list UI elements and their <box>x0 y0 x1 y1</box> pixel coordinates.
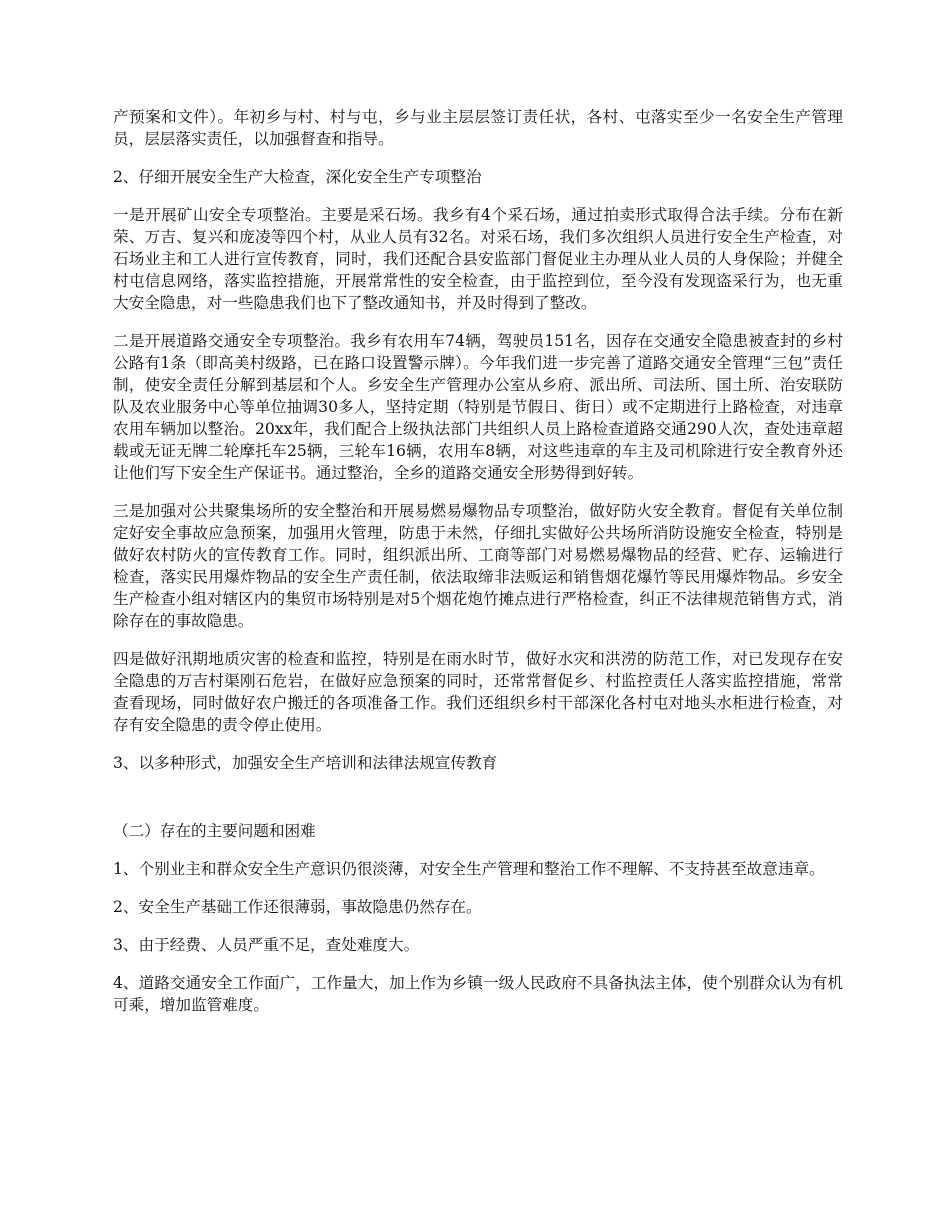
paragraph-road-traffic-rectification: 二是开展道路交通安全专项整治。我乡有农用车74辆，驾驶员151名，因存在交通安全隐患被查封的乡村公路有1条（即高美村级路，已在路口设置警示牌）。今年我们进一步完善了道路交通安全管理“三包”责任制，使安全责任分解到基层和个人。乡安全生产管理办公室从乡府、派出所、司法所、国土所、治安联防队及农业服务中心等单位抽调30多人，坚持定期（特别是节假日、街日）或不定期进行上路检查，对违章农用车辆加以整治。20xx年，我们配合上级执法部门共组织人员上路检查道路交通290人次，查处违章超载或无证无牌二轮摩托车25辆，三轮车16辆，农用车8辆，对这些违章的车主及司机除进行安全教育外还让他们写下安全生产保证书。通过整治，全乡的道路交通安全形势得到好转。 <box>113 332 843 482</box>
problem-item-1: 1、个别业主和群众安全生产意识仍很淡薄，对安全生产管理和整治工作不理解、不支持甚至故意违章。 <box>113 860 825 878</box>
heading-safety-inspection: 2、仔细开展安全生产大检查，深化安全生产专项整治 <box>113 168 482 186</box>
problem-item-2: 2、安全生产基础工作还很薄弱，事故隐患仍然存在。 <box>113 898 482 916</box>
paragraph-flood-geology: 四是做好汛期地质灾害的检查和监控，特别是在雨水时节，做好水灾和洪涝的防范工作，对已发现存在安全隐患的万吉村渠刚石危岩，在做好应急预案的同时，还常常督促乡、村监控责任人落实监控措施，常常查看现场，同时做好农户搬迁的各项准备工作。我们还组织乡村干部深化各村屯对地头水柜进行检查，对存有安全隐患的责令停止使用。 <box>113 650 843 734</box>
problem-item-4: 4、道路交通安全工作面广，工作量大，加上作为乡镇一级人民政府不具备执法主体，使个别群众认为有机可乘，增加监管难度。 <box>113 974 843 1014</box>
paragraph-responsibility: 产预案和文件）。年初乡与村、村与屯，乡与业主层层签订责任状，各村、屯落实至少一名安全生产管理员，层层落实责任，以加强督查和指导。 <box>113 108 843 148</box>
heading-training-education: 3、以多种形式，加强安全生产培训和法律法规宣传教育 <box>113 754 498 772</box>
paragraph-mining-rectification: 一是开展矿山安全专项整治。主要是采石场。我乡有4个采石场，通过拍卖形式取得合法手续。分布在新荣、万吉、复兴和庞凌等四个村，从业人员有32名。对采石场，我们多次组织人员进行安全生产检查，对石场业主和工人进行宣传教育，同时，我们还配合县安监部门督促业主办理从业人员的人身保险；并健全村屯信息网络，落实监控措施，开展常常性的安全检查，由于监控到位，至今没有发现盗采行为，也无重大安全隐患，对一些隐患我们也下了整改通知书，并及时得到了整改。 <box>113 206 844 312</box>
document-body <box>113 106 843 1032</box>
paragraph-fire-safety: 三是加强对公共聚集场所的安全整治和开展易燃易爆物品专项整治，做好防火安全教育。督促有关单位制定好安全事故应急预案，加强用火管理，防患于未然，仔细扎实做好公共场所消防设施安全检查，特别是做好农村防火的宣传教育工作。同时，组织派出所、工商等部门对易燃易爆物品的经营、贮存、运输进行检查，落实民用爆炸物品的安全生产责任制，依法取缔非法贩运和销售烟花爆竹等民用爆炸物品。乡安全生产检查小组对辖区内的集贸市场特别是对5个烟花炮竹摊点进行严格检查，纠正不法律规范销售方式，消除存在的事故隐患。 <box>113 502 843 630</box>
problem-item-3: 3、由于经费、人员严重不足，查处难度大。 <box>113 936 420 954</box>
section-heading-problems: （二）存在的主要问题和困难 <box>113 822 316 840</box>
